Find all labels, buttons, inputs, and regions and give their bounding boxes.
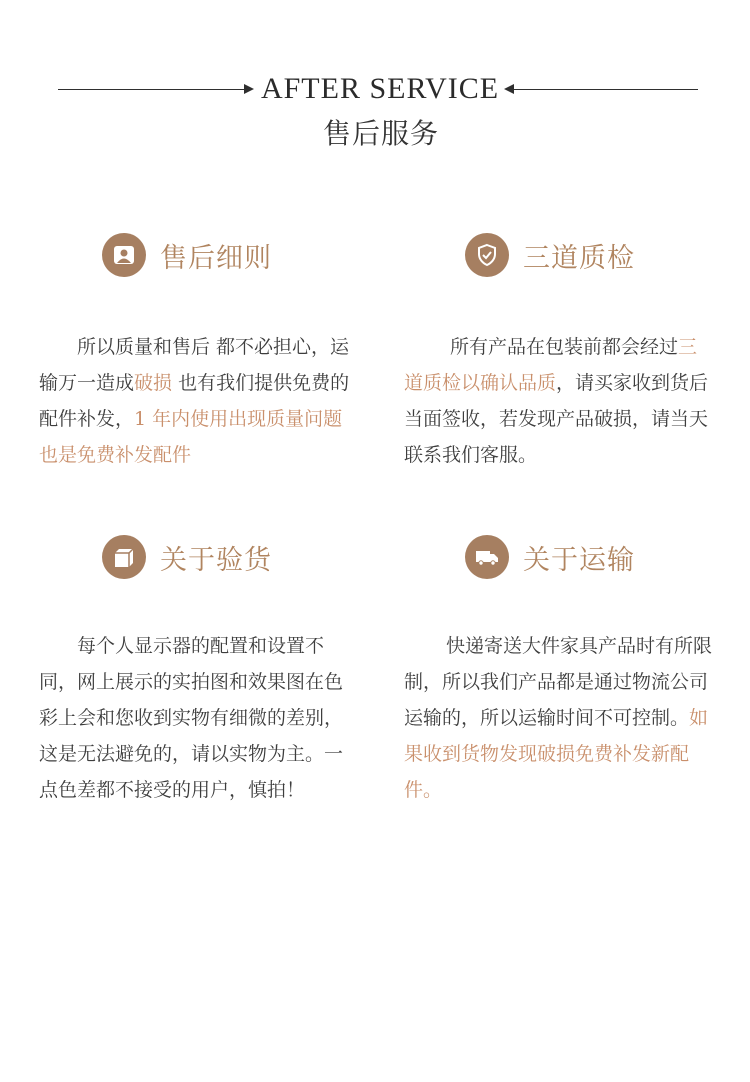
section-title: 关于验货 [160,545,272,576]
section-body-shipping [404,628,712,808]
highlight-text: 1 年内使用出现质量问题 也是免费补发配件 [39,408,343,466]
body-text: 所有产品在包装前都会经过 [450,336,679,358]
highlight-text: 如果收到货物发现破损免费补发新配件。 [404,707,709,801]
body-text: 快递寄送大件家具产品时有所限制，所以我们产品都是通过物流公司运输的，所以运输时间不可控制。 [404,635,713,729]
truck-icon [465,535,509,579]
user-icon [102,233,146,277]
section-title: 售后细则 [160,243,272,274]
section-title: 关于运输 [523,545,635,576]
body-text: 所以质量和售后 都不必担心，运输万一造成 [39,336,350,394]
body-text: ，请买家收到货后当面签收，若发现产品破损，请当天联系我们客服。 [404,372,709,466]
section-body-inspection [404,329,714,473]
page-header [0,70,750,160]
section-after-sales-rules [102,233,362,281]
highlight-text: 破损 [134,372,173,394]
english-title: AFTER SERVICE [260,72,500,105]
highlight-text: 三道质检以确认品质 [404,336,698,394]
box-icon [102,535,146,579]
section-triple-inspection [465,233,725,281]
right-divider-line [512,89,698,90]
section-body-goods-check [39,628,344,808]
section-title: 三道质检 [523,243,635,274]
body-text: 也有我们提供免费的配件补发， [39,372,350,430]
section-inspection-on-delivery [102,535,362,583]
shield-check-icon [465,233,509,277]
section-shipping [465,535,725,583]
chinese-title: 售后服务 [322,117,439,150]
section-body-after-sales [39,329,364,473]
body-text: 每个人显示器的配置和设置不同，网上展示的实拍图和效果图在色彩上会和您收到实物有细微的差别，这是无法避免的，请以实物为主。一点色差都不接受的用户，慎拍！ [39,635,344,801]
